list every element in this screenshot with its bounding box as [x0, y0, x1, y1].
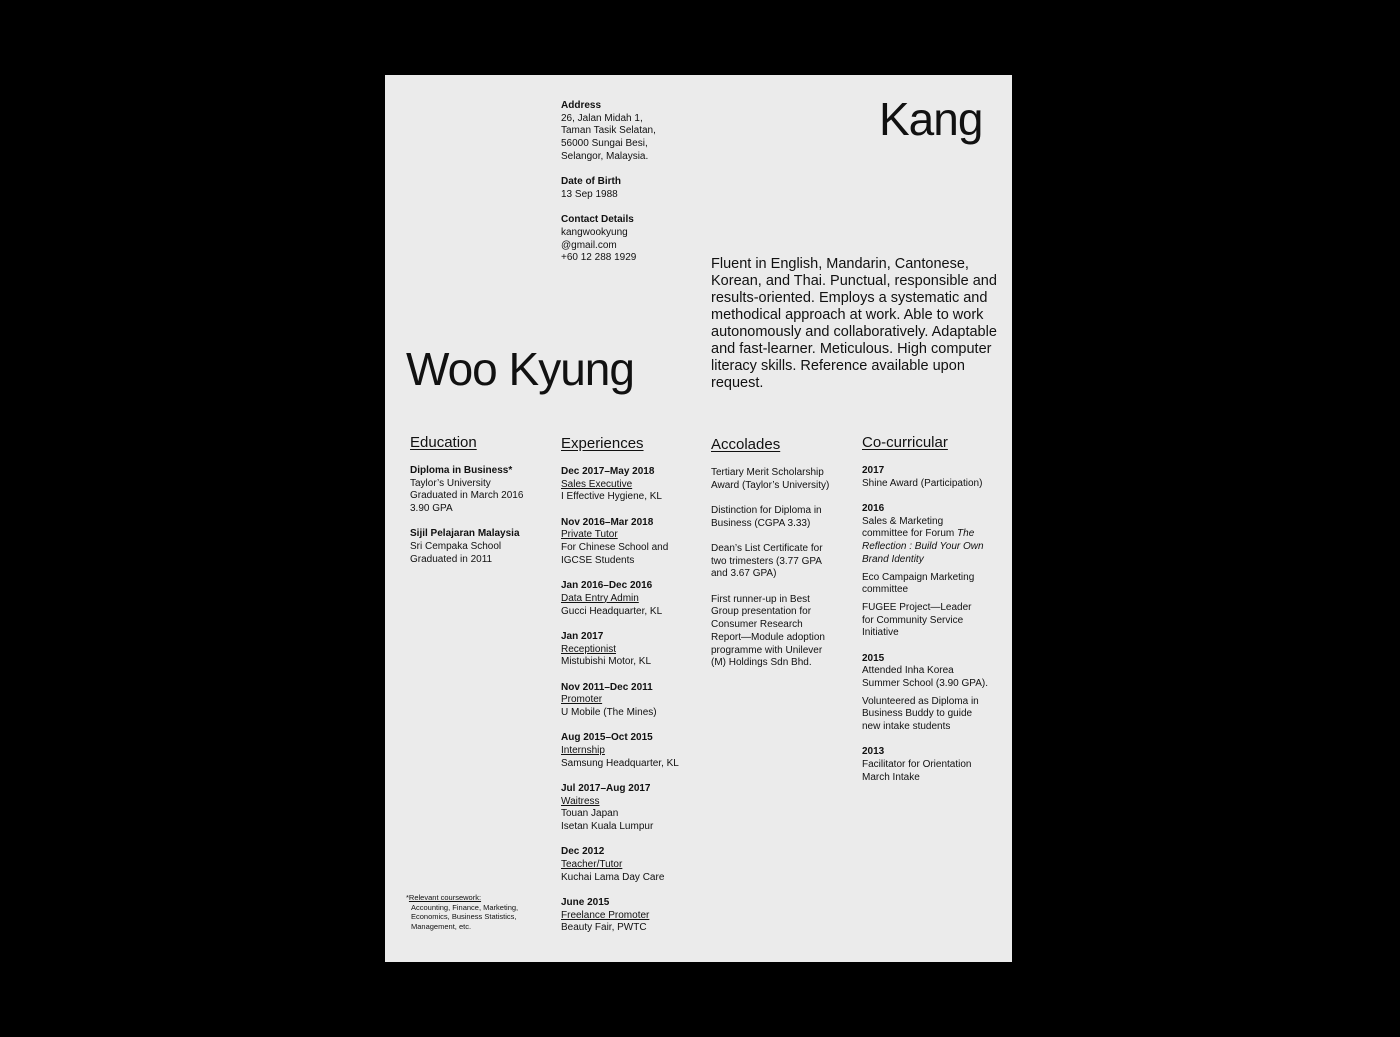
dob-value: 13 Sep 1988	[561, 188, 618, 200]
address-line: Taman Tasik Selatan,	[561, 125, 656, 137]
accolade-item: Tertiary Merit Scholarship Award (Taylor’s University)	[711, 467, 830, 491]
address-label: Address	[561, 100, 602, 111]
address-line: Selangor, Malaysia.	[561, 150, 649, 162]
footnote-mark: *	[406, 893, 409, 902]
accolades-column	[711, 436, 861, 683]
summary-text: Fluent in English, Mandarin, Cantonese, Korean, and Thai. Punctual, responsible and results-oriented. Employs a systematic and methodical approach at work. Able to work autonomously and collaboratively. Adaptable and fast-learner. Meticulous. High computer literacy skills. Reference available upon request.	[711, 256, 997, 391]
resume-page	[385, 75, 1012, 962]
contact-label: Contact Details	[561, 214, 634, 226]
experiences-column	[561, 435, 711, 948]
year-group-2015: 2015 Attended Inha Korea Summer School (3.90 GPA). Volunteered as Diploma in Business Buddy to guide new intake students	[862, 653, 1012, 734]
phone-line: +60 12 288 1929	[561, 252, 637, 264]
accolade-item: Distinction for Diploma in Business (CGPA 3.33)	[711, 505, 822, 529]
accolade-item: First runner-up in Best Group presentation for Consumer Research Report—Module adoption programme with Unilever (M) Holdings Sdn Bhd.	[711, 593, 825, 669]
address-line: 26, Jalan Midah 1,	[561, 112, 643, 124]
given-name: Woo Kyung	[406, 343, 634, 395]
dob-label: Date of Birth	[561, 176, 621, 188]
education-item: Diploma in Business* Taylor’s University Graduated in March 2016 3.90 GPA	[410, 465, 524, 515]
experience-item: Dec 2012 Teacher/Tutor Kuchai Lama Day Care	[561, 846, 665, 883]
coursework-footnote: *Relevant coursework: Accounting, Finance, Marketing, Economics, Business Statistics, Management, etc.	[406, 893, 519, 931]
address-line: 56000 Sungai Besi,	[561, 138, 648, 150]
email-line: @gmail.com	[561, 239, 617, 251]
accolades-heading: Accolades	[711, 436, 781, 453]
experience-item: Jan 2016–Dec 2016 Data Entry Admin Gucci Headquarter, KL	[561, 580, 663, 617]
cocurricular-column	[862, 434, 1012, 797]
surname: Kang	[879, 93, 983, 145]
cocurricular-heading: Co-curricular	[862, 434, 948, 451]
accolade-item: Dean’s List Certificate for two trimesters (3.77 GPA and 3.67 GPA)	[711, 543, 823, 580]
experience-item: Jan 2017 Receptionist Mistubishi Motor, KL	[561, 630, 652, 668]
year-group-2017: 2017 Shine Award (Participation)	[862, 465, 983, 489]
cocurricular-item: Sales & Marketing committee for Forum The Reflection : Build Your Own Brand Identity	[862, 515, 984, 565]
education-column	[410, 434, 560, 579]
email-line: kangwookyung	[561, 226, 628, 238]
cocurricular-item: FUGEE Project—Leader for Community Service Initiative	[862, 601, 972, 639]
cocurricular-item: Attended Inha Korea Summer School (3.90 GPA).	[862, 665, 988, 690]
cocurricular-item: Volunteered as Diploma in Business Buddy to guide new intake students	[862, 695, 979, 733]
year-group-2013: 2013 Facilitator for Orientation March Intake	[862, 746, 972, 783]
experience-item: Aug 2015–Oct 2015 Internship Samsung Headquarter, KL	[561, 732, 679, 769]
footnote-label: Relevant coursework:	[408, 893, 482, 902]
experience-item: Dec 2017–May 2018 Sales Executive I Effective Hygiene, KL	[561, 466, 662, 503]
year-group-2016: 2016 Sales & Marketing committee for Forum The Reflection : Build Your Own Brand Identity Eco Campaign Marketing committee FUGEE Project—Leader for Community Service Initiative	[862, 503, 1012, 640]
experience-item: Nov 2011–Dec 2011 Promoter U Mobile (The Mines)	[561, 681, 657, 718]
experience-item: June 2015 Freelance Promoter Beauty Fair, PWTC	[561, 897, 650, 934]
cocurricular-item: Eco Campaign Marketing committee	[862, 571, 975, 596]
experiences-heading: Experiences	[561, 435, 644, 452]
contact-block	[561, 100, 711, 278]
experience-item: Jul 2017–Aug 2017 Waitress Touan Japan Isetan Kuala Lumpur	[561, 782, 654, 833]
education-heading: Education	[410, 434, 477, 451]
education-item: Sijil Pelajaran Malaysia Sri Cempaka School Graduated in 2011	[410, 528, 520, 565]
experience-item: Nov 2016–Mar 2018 Private Tutor For Chinese School and IGCSE Students	[561, 516, 669, 566]
